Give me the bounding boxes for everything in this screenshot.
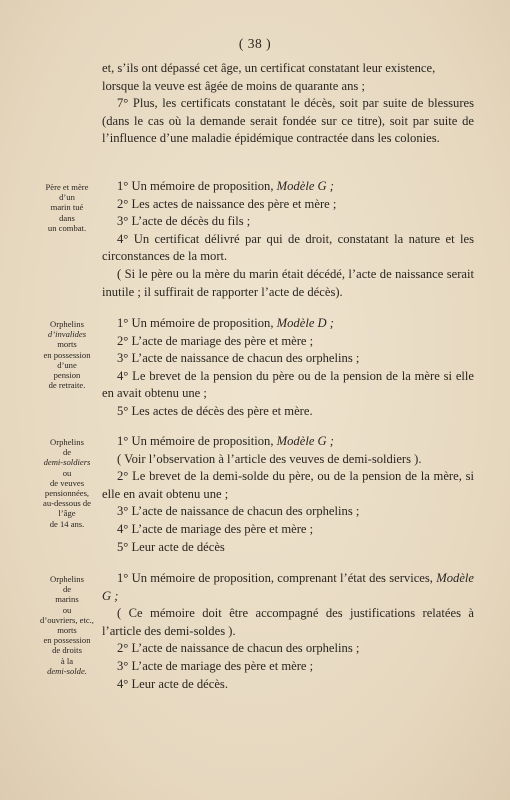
margin-line: morts: [57, 625, 77, 636]
margin-note: [34, 182, 100, 233]
list-item: 1° Un mémoire de proposition, Modèle G ;: [117, 434, 334, 448]
margin-line: ou: [62, 467, 72, 478]
list-note: ( Si le père ou la mère du marin était décédé, l’acte de naissance serait inutile ; il suffirait de rapporter l’acte de décès).: [102, 266, 474, 299]
margin-line: au-dessous de: [43, 498, 91, 509]
margin-line: en possession: [43, 635, 91, 646]
margin-line: de retraite.: [48, 380, 86, 391]
intro-item-7: 7° Plus, les certificats constatant le décès, soit par suite de blessures (dans le cas où la demande serait fondée sur ce titre), soit par suite de l’influence d’une maladie épidémique contractée dans les colonies.: [102, 96, 474, 146]
section-body: [102, 315, 474, 421]
intro-line-1: et, s’ils ont dépassé cet âge, un certificat constatant leur existence,: [102, 61, 436, 75]
margin-line: de: [62, 447, 72, 458]
margin-line: l’âge: [58, 508, 76, 519]
list-item: 4° Le brevet de la pension du père ou de la pension de la mère si elle en avait obtenu une ;: [102, 368, 474, 401]
list-item: 4° L’acte de mariage des père et mère ;: [117, 521, 314, 536]
section-body: [102, 433, 474, 556]
margin-line: marins: [55, 594, 79, 605]
margin-line: demi-solde.: [47, 665, 87, 676]
margin-line: de veuves: [49, 477, 85, 488]
section-body: [102, 178, 474, 301]
list-item: 2° Le brevet de la demi-solde du père, ou de la pension de la mère, si elle en avait obtenu une ;: [102, 469, 474, 501]
list-item: 1° Un mémoire de proposition, Modèle D ;: [117, 316, 334, 330]
margin-line: en possession: [43, 349, 91, 360]
margin-line: un combat.: [47, 222, 87, 233]
margin-line: ou: [62, 604, 72, 615]
list-item: 4° Un certificat délivré par qui de droit, constatant la nature et les circonstances de la mort.: [102, 231, 474, 264]
intro-line-2: lorsque la veuve est âgée de moins de quarante ans ;: [102, 78, 365, 93]
margin-line: de 14 ans.: [49, 518, 85, 529]
list-note: ( Ce mémoire doit être accompagné des justifications relatées à l’article des demi-soldes ).: [102, 606, 474, 638]
margin-line: pensionnées,: [44, 488, 90, 499]
margin-line: d’invalides: [47, 329, 87, 340]
list-item: 4° Leur acte de décès.: [117, 676, 228, 691]
margin-line: Orphelins: [50, 574, 84, 584]
list-item: 5° Les actes de décès des père et mère.: [117, 403, 313, 418]
section-body: [102, 570, 474, 693]
page-number: ( 38 ): [238, 36, 272, 51]
margin-line: Orphelins: [50, 437, 84, 447]
list-item: 3° L’acte de mariage des père et mère ;: [117, 658, 314, 673]
margin-line: de: [62, 584, 72, 595]
margin-line: à la: [60, 655, 74, 666]
list-item: 3° L’acte de décès du fils ;: [117, 214, 251, 229]
margin-line: demi-soldiers: [43, 457, 91, 468]
margin-line: dans: [59, 212, 75, 223]
list-note: ( Voir l’observation à l’article des veuves de demi-soldiers ).: [117, 451, 422, 466]
margin-line: Père et mère: [45, 182, 89, 192]
margin-line: d’ouvriers, etc.,: [40, 614, 94, 625]
list-item: 5° Leur acte de décès: [117, 539, 225, 554]
margin-line: Orphelins: [50, 319, 84, 329]
margin-line: d’une: [57, 359, 77, 370]
margin-line: d’un: [59, 192, 75, 203]
list-item: 1° Un mémoire de proposition, Modèle G ;: [117, 179, 334, 193]
margin-line: morts: [57, 339, 77, 350]
list-item: 2° L’acte de mariage des père et mère ;: [117, 333, 314, 348]
list-item: 2° Les actes de naissance des père et mère ;: [117, 196, 337, 211]
list-item: 3° L’acte de naissance de chacun des orphelins ;: [117, 351, 360, 366]
list-item: 2° L’acte de naissance de chacun des orphelins ;: [117, 641, 360, 656]
margin-note: [34, 437, 100, 529]
intro-block: [102, 60, 474, 148]
margin-line: de droits: [52, 645, 82, 656]
margin-note: [34, 319, 100, 390]
margin-line: pension: [53, 370, 81, 381]
margin-line: marin tué: [50, 202, 84, 213]
list-item: 3° L’acte de naissance de chacun des orphelins ;: [117, 504, 360, 519]
list-item: 1° Un mémoire de proposition, comprenant l’état des services, Modèle G ;: [102, 571, 474, 603]
margin-note: [34, 574, 100, 676]
